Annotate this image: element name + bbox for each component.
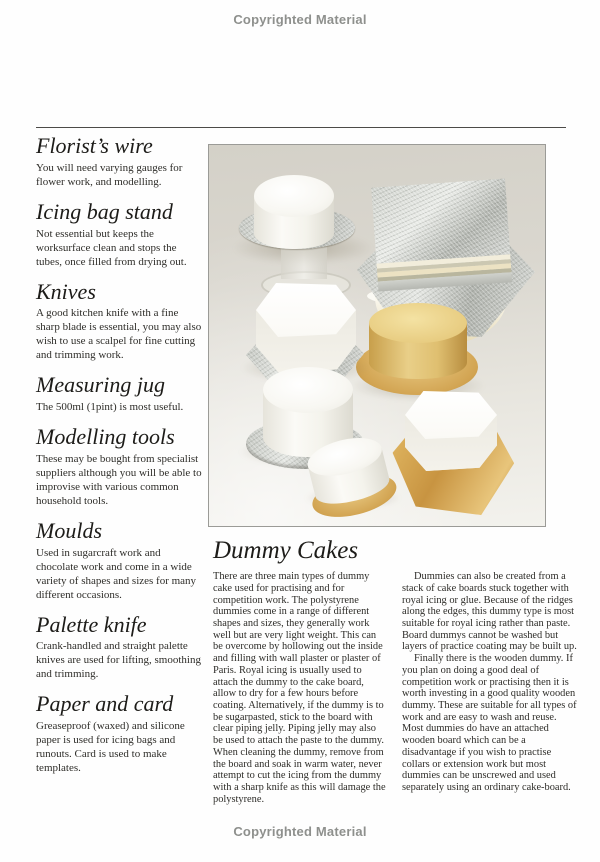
square-silver-boards-stack <box>371 178 512 299</box>
equipment-sidebar <box>36 134 202 786</box>
sidebar-section-palette-knife <box>36 613 202 682</box>
sidebar-section-icing-bag-stand <box>36 200 202 269</box>
sidebar-section-knives <box>36 280 202 363</box>
sidebar-section-florists-wire <box>36 134 202 189</box>
article-column-2 <box>402 571 577 805</box>
cake-top <box>254 175 334 217</box>
article-columns <box>213 571 577 805</box>
sidebar-section-measuring-jug <box>36 373 202 414</box>
section-title: Modelling tools <box>36 424 175 449</box>
sidebar-section-modelling-tools <box>36 425 202 508</box>
article-column-1 <box>213 571 388 805</box>
article-title: Dummy Cakes <box>213 537 359 564</box>
paragraph: There are three main types of dummy cake used for practising and for competition work. The polystyrene dummies come in a range of different shapes and sizes, they generally work well but are very light weight. This can be overcome by hollowing out the inside and filling with wall plaster or plaster of Paris. Royal icing is usually used to attach the dummy to the cake board, allow to dry for a few hours before coating. Alternatively, if the dummy is to be sugarpasted, stick to the board with clear piping jelly. Piping jelly may also be used to attach the paste to the dummy. When cleaning the dummy, remove from the board and soak in warm water, never attempt to cut the icing from the dummy with a sharp knife as this will damage the polystyrene. <box>213 571 386 805</box>
section-body: Not essential but keeps the worksurface clean and stops the tubes, once filled from drying out. <box>36 227 187 268</box>
section-body: Used in sugarcraft work and chocolate work and come in a wide variety of shapes and sizes for many different occasions. <box>36 546 197 601</box>
section-title: Paper and card <box>36 691 174 717</box>
section-body: Greaseproof (waxed) and silicone paper is used for icing bags and runouts. Card is used to make templates. <box>36 720 185 774</box>
section-title: Icing bag stand <box>36 198 173 224</box>
square-board-top-face <box>371 178 510 263</box>
sidebar-section-paper-and-card <box>36 692 202 775</box>
copyright-top-label: Copyrighted Material <box>233 12 367 27</box>
sidebar-section-moulds <box>36 519 202 602</box>
paragraph: Finally there is the wooden dummy. If you plan on doing a good deal of competition work or practising then it is worth investing in a good quality wooden dummy. These are suitable for all types of work and are easy to wash and reuse. Most dummies do have an attached wooden board which can be a disadvantage if you wish to practise collars or extension work but most dummies can be unscrewed and used separately using an ordinary cake-board. <box>402 653 577 793</box>
section-title: Florist’s wire <box>36 133 153 158</box>
hexagonal-polystyrene-dummy <box>405 391 497 471</box>
section-body: The 500ml (1pint) is most useful. <box>36 401 184 413</box>
hexagonal-polystyrene-dummy <box>256 283 356 373</box>
dummy-cakes-photo <box>208 144 546 527</box>
top-divider-rule <box>36 127 566 128</box>
section-title: Measuring jug <box>36 372 165 398</box>
glass-stand-stem <box>281 247 327 279</box>
section-title: Palette knife <box>36 611 147 637</box>
paragraph: Dummies can also be created from a stack of cake boards stuck together with royal icing or glue. Because of the ridges along the edges, this dummy type is most suitable for royal icing rather than paste. Board dummys cannot be washed but layers of practice coating may be built up. <box>402 571 577 653</box>
copyright-bottom-label: Copyrighted Material <box>233 824 367 839</box>
section-body: You will need varying gauges for flower work, and modelling. <box>36 161 183 188</box>
round-polystyrene-dummy <box>254 175 334 249</box>
dummy-cakes-article <box>213 538 577 805</box>
wooden-round-dummy <box>369 303 467 379</box>
section-title: Moulds <box>36 517 102 543</box>
section-body: Crank-handled and straight palette knives are used for lifting, smoothing and trimming. <box>36 640 201 681</box>
section-title: Knives <box>36 278 96 304</box>
cake-top <box>263 367 353 413</box>
section-body: These may be bought from specialist suppliers although you will be able to improvise with various common household tools. <box>36 452 202 507</box>
cake-top <box>369 303 467 343</box>
section-body: A good kitchen knife with a fine sharp blade is essential, you may also wish to use a scalpel for fine cutting and trimming work. <box>36 307 202 362</box>
